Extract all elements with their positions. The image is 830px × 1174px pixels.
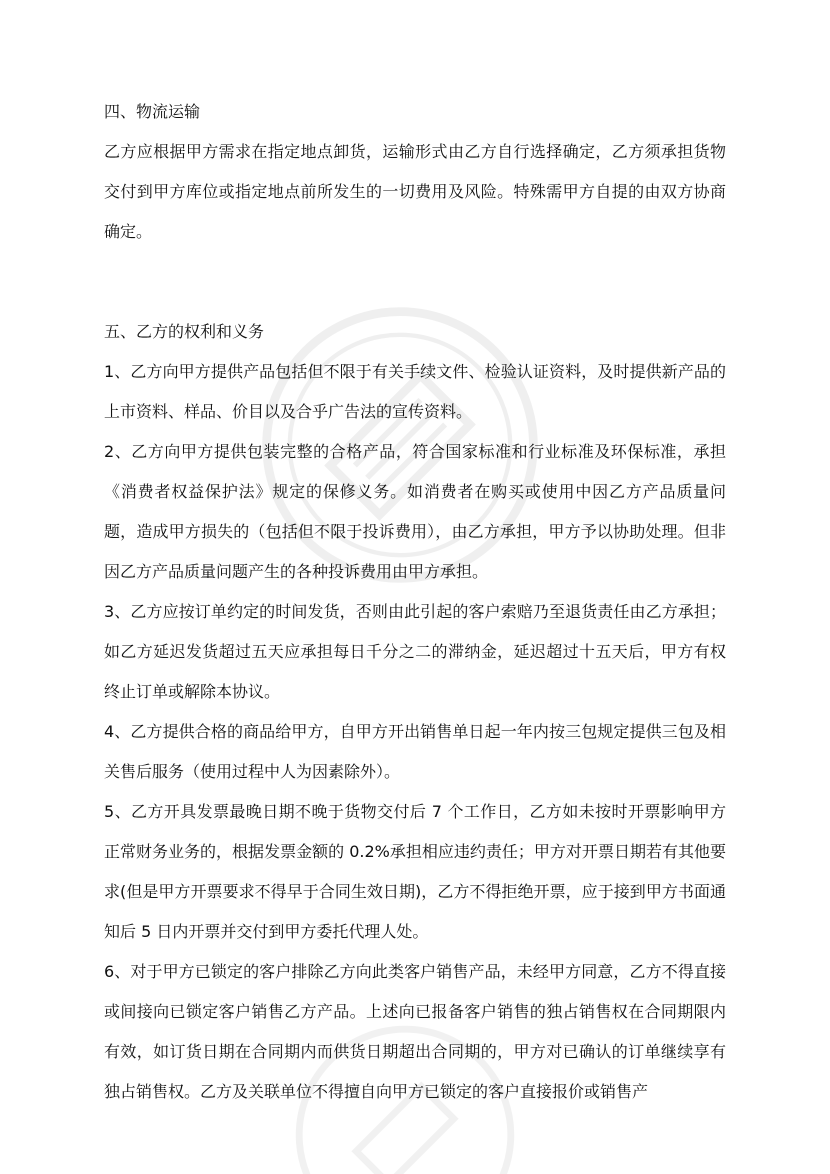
- section-5-item-5: 5、乙方开具发票最晚日期不晚于货物交付后 7 个工作日，乙方如未按时开票影响甲方正常财务业务的，根据发票金额的 0.2%承担相应违约责任；甲方对开票日期若有其他要求(但是甲方开票要求不得早于合同生效日期)，乙方不得拒绝开票，应于接到甲方书面通知后 5 日内开票并交付到甲方委托代理人处。: [104, 802, 726, 941]
- section-5-item-1: 1、乙方向甲方提供产品包括但不限于有关手续文件、检验认证资料，及时提供新产品的上市资料、样品、价目以及合乎广告法的宣传资料。: [104, 362, 726, 421]
- document-body: [104, 92, 726, 1112]
- section-4-text: 乙方应根据甲方需求在指定地点卸货，运输形式由乙方自行选择确定，乙方须承担货物交付到甲方库位或指定地点前所发生的一切费用及风险。特殊需甲方自提的由双方协商确定。: [104, 142, 726, 241]
- section-5-item-6: 6、对于甲方已锁定的客户排除乙方向此类客户销售产品，未经甲方同意，乙方不得直接或间接向已锁定客户销售乙方产品。上述向已报备客户销售的独占销售权在合同期限内有效，如订货日期在合同期内而供货日期超出合同期的，甲方对已确认的订单继续享有独占销售权。乙方及关联单位不得擅自向甲方已锁定的客户直接报价或销售产: [104, 962, 726, 1101]
- section-5-item-4: 4、乙方提供合格的商品给甲方，自甲方开出销售单日起一年内按三包规定提供三包及相关售后服务（使用过程中人为因素除外）。: [104, 722, 726, 781]
- section-spacer: [104, 252, 726, 312]
- section-5-item-2: 2、乙方向甲方提供包装完整的合格产品，符合国家标准和行业标准及环保标准，承担《消费者权益保护法》规定的保修义务。如消费者在购买或使用中因乙方产品质量问题，造成甲方损失的（包括但不限于投诉费用），由乙方承担，甲方予以协助处理。但非因乙方产品质量问题产生的各种投诉费用由甲方承担。: [104, 442, 726, 581]
- section-5-title: 五、乙方的权利和义务: [104, 322, 265, 341]
- section-5-item-3: 3、乙方应按订单约定的时间发货，否则由此引起的客户索赔乃至退货责任由乙方承担；如乙方延迟发货超过五天应承担每日千分之二的滞纳金，延迟超过十五天后，甲方有权终止订单或解除本协议。: [104, 602, 726, 701]
- section-4-title: 四、物流运输: [104, 102, 201, 121]
